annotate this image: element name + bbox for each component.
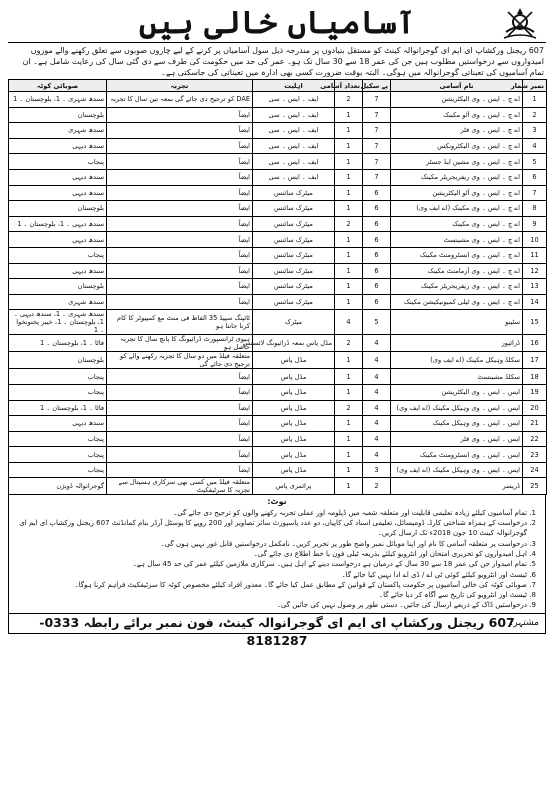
note-item: 1. تمام آسامیوں کیلئے زیادہ تعلیمی قابلیت اور متعلقہ شعبہ میں ڈپلومہ اور عملی تجربہ رکھنے والوں کو ترجیح دی جائے گی۔ (13, 508, 527, 518)
cell-qualification: ایف ۔ ایس ۔ سی (253, 169, 335, 185)
cell-qualification: مڈل پاس (253, 462, 335, 478)
table-row (9, 92, 547, 108)
cell-post: اے چ ۔ ایس ۔ وی مشین ایڈ جسٹر (391, 154, 523, 170)
cell-quota: پنجاب (9, 447, 107, 463)
cell-post: اے چ ۔ ایس ۔ وی انسٹرومنٹ مکینک (391, 247, 523, 263)
note-item: 6. ٹیسٹ اور انٹرویو کیلئے کوئی ٹی اے / ڈی اے ادا نہیں کیا جائے گا۔ (13, 570, 527, 580)
table-row (9, 447, 547, 463)
cell-qualification: میٹرک سائنس (253, 247, 335, 263)
cell-scale: 4 (363, 335, 391, 352)
cell-post: سکلڈ مشینسٹ (391, 369, 523, 385)
cell-post: اے چ ۔ ایس ۔ وی مکینک (391, 216, 523, 232)
cell-scale: 6 (363, 232, 391, 248)
cell-sno: 15 (523, 310, 547, 335)
cell-qualification: مڈل پاس (253, 431, 335, 447)
header-post: نام آسامی (391, 80, 523, 92)
table-row (9, 107, 547, 123)
cell-sno: 2 (523, 107, 547, 123)
table-row (9, 169, 547, 185)
cell-qualification: میٹرک (253, 310, 335, 335)
cell-experience: ایضاً (107, 107, 253, 123)
cell-experience: ایضاً (107, 247, 253, 263)
cell-count: 1 (335, 478, 363, 495)
cell-count: 1 (335, 384, 363, 400)
vacancies-table (8, 79, 547, 495)
cell-sno: 18 (523, 369, 547, 385)
cell-qualification: مڈل پاس (253, 400, 335, 416)
cell-qualification: مڈل پاس (253, 369, 335, 385)
cell-qualification: ایف ۔ ایس ۔ سی (253, 92, 335, 108)
cell-scale: 7 (363, 154, 391, 170)
table-row (9, 232, 547, 248)
cell-post: اے چ ۔ ایس ۔ وی الیکٹرونکس (391, 138, 523, 154)
cell-experience: ایضاً (107, 216, 253, 232)
cell-experience: ایضاً (107, 416, 253, 432)
cell-scale: 6 (363, 247, 391, 263)
cell-qualification: ایف ۔ ایس ۔ سی (253, 123, 335, 139)
table-row (9, 216, 547, 232)
cell-quota: سندھ دیہی (9, 232, 107, 248)
cell-quota: بلوچستان (9, 279, 107, 295)
cell-experience: ایضاً (107, 431, 253, 447)
cell-quota: پنجاب (9, 369, 107, 385)
cell-scale: 6 (363, 201, 391, 217)
note-item: 2. درخواست کے ہمراہ شناختی کارڈ، ڈومیسائل، تعلیمی اسناد کی کاپیاں، دو عدد پاسپورٹ سائز تصاویر اور 200 روپے کا پوسٹل آرڈر بنام کمانڈنٹ 607 ریجنل ورکشاپ ای ایم ای گوجرانوالہ کینٹ 10 جون 2018ء تک ارسال کریں۔ (13, 518, 527, 539)
cell-post: سکلڈ وہیکل مکینک (اے ایف وی) (391, 352, 523, 369)
footer-text: 607 ریجنل ورکشاپ ای ایم ای گوجرانوالہ کینٹ، فون نمبر برائے رابطہ 0333-8181287 (39, 614, 515, 648)
cell-experience: ایضاً (107, 201, 253, 217)
cell-sno: 4 (523, 138, 547, 154)
cell-sno: 1 (523, 92, 547, 108)
cell-post: ایس ۔ ایس ۔ وی فٹر (391, 431, 523, 447)
table-row (9, 279, 547, 295)
cell-count: 1 (335, 138, 363, 154)
notes-heading: نوٹ: (267, 497, 287, 507)
table-row (9, 384, 547, 400)
cell-count: 1 (335, 263, 363, 279)
cell-sno: 22 (523, 431, 547, 447)
cell-count: 2 (335, 335, 363, 352)
cell-sno: 20 (523, 400, 547, 416)
cell-scale: 7 (363, 123, 391, 139)
table-row (9, 478, 547, 495)
table-row (9, 263, 547, 279)
cell-qualification: میٹرک سائنس (253, 216, 335, 232)
table-row (9, 369, 547, 385)
cell-experience: ایضاً (107, 138, 253, 154)
cell-scale: 7 (363, 169, 391, 185)
cell-quota: سندھ شہری (9, 294, 107, 310)
cell-count: 2 (335, 400, 363, 416)
cell-sno: 21 (523, 416, 547, 432)
cell-quota: سندھ دیہی (9, 416, 107, 432)
cell-quota: سندھ شہری ۔ 1، بلوچستان ۔ 1 (9, 92, 107, 108)
cell-scale: 6 (363, 216, 391, 232)
cell-scale: 6 (363, 263, 391, 279)
cell-post: اے چ ۔ ایس ۔ وی مشینسٹ (391, 232, 523, 248)
table-row (9, 294, 547, 310)
cell-experience: ایضاً (107, 279, 253, 295)
header-scale: پے سکیل (363, 80, 391, 92)
cell-post: سٹینو (391, 310, 523, 335)
table-row (9, 352, 547, 369)
header (8, 4, 546, 42)
cell-qualification: مڈل پاس بمعہ ڈرائیونگ لائسنس (253, 335, 335, 352)
cell-scale: 6 (363, 294, 391, 310)
cell-experience: ایضاً (107, 462, 253, 478)
note-item: 3. درخواست پر متعلقہ آسامی کا نام اور اپنا موبائل نمبر واضح طور پر تحریر کریں۔ نامکمل درخواستیں قابل غور نہیں ہوں گی۔ (13, 539, 527, 549)
cell-qualification: مڈل پاس (253, 352, 335, 369)
cell-quota: سندھ دیہی (9, 138, 107, 154)
cell-count: 1 (335, 416, 363, 432)
cell-experience: ایضاً (107, 232, 253, 248)
cell-quota: پنجاب (9, 247, 107, 263)
cell-sno: 6 (523, 169, 547, 185)
table-row (9, 416, 547, 432)
footer-contact (8, 614, 546, 648)
cell-quota: بلوچستان (9, 107, 107, 123)
cell-count: 1 (335, 232, 363, 248)
notes-list (13, 508, 541, 611)
cell-quota: فاٹا ۔ 1، بلوچستان ۔ 1 (9, 400, 107, 416)
cell-post: اے چ ۔ ایس ۔ وی آرمامنٹ مکینک (391, 263, 523, 279)
cell-scale: 4 (363, 352, 391, 369)
cell-post: ڈرائیور (391, 335, 523, 352)
table-row (9, 247, 547, 263)
cell-scale: 4 (363, 447, 391, 463)
cell-sno: 9 (523, 216, 547, 232)
cell-qualification: ایف ۔ ایس ۔ سی (253, 154, 335, 170)
cell-count: 1 (335, 352, 363, 369)
cell-scale: 4 (363, 431, 391, 447)
cell-qualification: میٹرک سائنس (253, 201, 335, 217)
cell-qualification: مڈل پاس (253, 447, 335, 463)
cell-scale: 6 (363, 185, 391, 201)
cell-qualification: مڈل پاس (253, 416, 335, 432)
table-row (9, 154, 547, 170)
cell-qualification: میٹرک سائنس (253, 279, 335, 295)
cell-post: اے چ ۔ ایس ۔ وی ٹیلی کمیونیکیشن مکینک (391, 294, 523, 310)
cell-scale: 4 (363, 384, 391, 400)
cell-quota: بلوچستان (9, 352, 107, 369)
table-row (9, 400, 547, 416)
cell-post: اے چ ۔ ایس ۔ وی فٹر (391, 123, 523, 139)
header-experience: تجربہ (107, 80, 253, 92)
cell-count: 1 (335, 107, 363, 123)
cell-post: ڈریسر (391, 478, 523, 495)
cell-post: اے چ ۔ ایس ۔ وی آٹو مکینک (391, 107, 523, 123)
cell-post: ایس ۔ ایس ۔ وی وہیکل مکینک (391, 416, 523, 432)
cell-sno: 24 (523, 462, 547, 478)
cell-sno: 19 (523, 384, 547, 400)
cell-post: اے چ ۔ ایس ۔ وی ریفریجریٹر مکینک (391, 169, 523, 185)
page-title: آسامیاں خالی ہیں (139, 5, 415, 41)
cell-post: اے چ ۔ ایس ۔ وی ریفریجریٹر مکینک (391, 279, 523, 295)
header-quota: صوبائی کوٹہ (9, 80, 107, 92)
cell-count: 2 (335, 92, 363, 108)
intro-paragraph: 607 ریجنل ورکشاپ ای ایم ای گوجرانوالہ کینٹ کو مستقل بنیادوں پر مندرجہ ذیل سول آسامیاں پر کرنے کے لیے چاروں صوبوں سے تعلق رکھنے والے موزوں امیدواروں سے درخواستیں مطلوب ہیں جن کی عمر 18 سے 30 سال تک ہو۔ عمر کی حد میں حکومت کی طرف سے دی گئی سال کی رعایت شامل ہے۔ ان تمام آسامیوں کی تعیناتی گوجرانوالہ میں ہوگی۔ البتہ بوقت ضرورت کسی بھی ادارہ میں تعیناتی کی جاسکتی ہے۔ (8, 42, 546, 79)
cell-experience: ہیوی ٹرانسپورٹ ڈرائیونگ کا پانچ سال کا تجربہ حاصل ہو (107, 335, 253, 352)
cell-experience: ایضاً (107, 154, 253, 170)
notes-section (8, 495, 546, 613)
cell-qualification: ایف ۔ ایس ۔ سی (253, 107, 335, 123)
cell-sno: 5 (523, 154, 547, 170)
note-item: 5. تمام امیدوار جن کی عمر 18 سے 30 سال کے درمیان ہے درخواست دینے کے اہل ہیں۔ سرکاری ملازمین کیلئے عمر کی حد 45 سال ہے۔ (13, 559, 527, 569)
table-row (9, 462, 547, 478)
cell-experience: متعلقہ فیلڈ میں دو سال کا تجربہ رکھنے والے کو ترجیح دی جائے گی (107, 352, 253, 369)
cell-experience: ایضاً (107, 294, 253, 310)
cell-count: 1 (335, 185, 363, 201)
cell-experience: ایضاً (107, 384, 253, 400)
table-row (9, 431, 547, 447)
cell-scale: 5 (363, 310, 391, 335)
cell-sno: 25 (523, 478, 547, 495)
cell-quota: سندھ شہری ۔ 1، سندھ دیہی ۔ 1، بلوچستان ۔ 1، خیبر پختونخوا ۔ 1 (9, 310, 107, 335)
cell-sno: 12 (523, 263, 547, 279)
table-row (9, 185, 547, 201)
cell-scale: 3 (363, 462, 391, 478)
cell-post: اے چ ۔ ایس ۔ وی الیکٹریشن (391, 92, 523, 108)
cell-quota: فاٹا ۔ 1، بلوچستان ۔ 1 (9, 335, 107, 352)
cell-post: ایس ۔ ایس ۔ وی انسٹرومنٹ مکینک (391, 447, 523, 463)
cell-qualification: مڈل پاس (253, 384, 335, 400)
note-item: 7. صوبائی کوٹہ کی خالی آسامیوں پر حکومت پاکستان کے قوانین کے مطابق عمل کیا جائے گا۔ معذور افراد کیلئے مخصوص کوٹہ کا سرٹیفکیٹ فراہم کرنا ہوگا۔ (13, 580, 527, 590)
cell-experience: متعلقہ فیلڈ میں کسی بھی سرکاری ہسپتال سے تجربہ کا سرٹیفکیٹ (107, 478, 253, 495)
cell-quota: گوجرانوالہ ڈویژن (9, 478, 107, 495)
cell-post: اے چ ۔ ایس ۔ وی مکینک (اے ایف وی) (391, 201, 523, 217)
header-sno: نمبر شمار (523, 80, 547, 92)
cell-quota: بلوچستان (9, 201, 107, 217)
cell-sno: 17 (523, 352, 547, 369)
cell-scale: 7 (363, 107, 391, 123)
cell-scale: 2 (363, 478, 391, 495)
table-row (9, 123, 547, 139)
header-count: تعداد آسامی (335, 80, 363, 92)
cell-count: 1 (335, 447, 363, 463)
cell-qualification: ایف ۔ ایس ۔ سی (253, 138, 335, 154)
cell-scale: 7 (363, 138, 391, 154)
cell-experience: ایضاً (107, 169, 253, 185)
table-row (9, 138, 547, 154)
cell-post: ایس ۔ ایس ۔ وی الیکٹریشن (391, 384, 523, 400)
cell-sno: 16 (523, 335, 547, 352)
cell-quota: سندھ دیہی (9, 263, 107, 279)
note-item: 4. اہل امیدواروں کو تحریری امتحان اور انٹرویو کیلئے بذریعہ ٹیلی فون یا خط اطلاع دی جائے گی۔ (13, 549, 527, 559)
cell-quota: سندھ شہری (9, 123, 107, 139)
cell-count: 4 (335, 310, 363, 335)
cell-post: اے چ ۔ ایس ۔ وی آٹو الیکٹریشن (391, 185, 523, 201)
table-body (9, 92, 547, 495)
cell-count: 1 (335, 154, 363, 170)
cell-sno: 13 (523, 279, 547, 295)
cell-experience: ٹائپنگ سپیڈ 35 الفاظ فی منٹ مع کمپیوٹر کا کام کرنا جانتا ہو (107, 310, 253, 335)
header-qualification: اہلیت (253, 80, 335, 92)
cell-sno: 8 (523, 201, 547, 217)
table-row (9, 335, 547, 352)
cell-scale: 6 (363, 279, 391, 295)
cell-experience: ایضاً (107, 185, 253, 201)
table-header-row (9, 80, 547, 92)
cell-count: 1 (335, 169, 363, 185)
note-item: 9. درخواستیں ڈاک کے ذریعے ارسال کی جائیں۔ دستی طور پر وصول نہیں کی جائیں گی۔ (13, 600, 527, 610)
army-emblem-icon (500, 6, 540, 40)
cell-count: 1 (335, 369, 363, 385)
table-row (9, 310, 547, 335)
note-item: 8. ٹیسٹ اور انٹرویو کی تاریخ سے آگاہ کر دیا جائے گا۔ (13, 590, 527, 600)
cell-count: 1 (335, 462, 363, 478)
cell-sno: 10 (523, 232, 547, 248)
cell-experience: ایضاً (107, 447, 253, 463)
cell-quota: سندھ دیہی (9, 185, 107, 201)
cell-qualification: میٹرک سائنس (253, 263, 335, 279)
table-row (9, 201, 547, 217)
cell-qualification: پرائمری پاس (253, 478, 335, 495)
cell-scale: 4 (363, 416, 391, 432)
cell-scale: 4 (363, 400, 391, 416)
cell-count: 2 (335, 216, 363, 232)
cell-count: 1 (335, 294, 363, 310)
footer-label: مشتہر: (510, 617, 539, 628)
cell-scale: 7 (363, 92, 391, 108)
cell-experience: ایضاً (107, 400, 253, 416)
cell-scale: 4 (363, 369, 391, 385)
cell-quota: پنجاب (9, 462, 107, 478)
cell-experience: ایضاً (107, 369, 253, 385)
cell-post: ایس ۔ ایس ۔ وی وہیکل مکینک (اے ایف وی) (391, 462, 523, 478)
cell-qualification: میٹرک سائنس (253, 232, 335, 248)
cell-quota: پنجاب (9, 431, 107, 447)
cell-count: 1 (335, 247, 363, 263)
cell-sno: 3 (523, 123, 547, 139)
cell-sno: 11 (523, 247, 547, 263)
cell-experience: ایضاً (107, 263, 253, 279)
cell-count: 1 (335, 279, 363, 295)
cell-experience: DAE کو ترجیح دی جائے گی بمعہ تین سال کا تجربہ (107, 92, 253, 108)
cell-quota: پنجاب (9, 384, 107, 400)
cell-count: 1 (335, 201, 363, 217)
cell-quota: سندھ دیہی (9, 169, 107, 185)
cell-experience: ایضاً (107, 123, 253, 139)
cell-quota: پنجاب (9, 154, 107, 170)
cell-quota: سندھ دیہی ۔ 1، بلوچستان ۔ 1 (9, 216, 107, 232)
cell-sno: 23 (523, 447, 547, 463)
cell-sno: 14 (523, 294, 547, 310)
cell-qualification: میٹرک سائنس (253, 294, 335, 310)
cell-qualification: میٹرک سائنس (253, 185, 335, 201)
cell-count: 1 (335, 431, 363, 447)
cell-sno: 7 (523, 185, 547, 201)
cell-count: 1 (335, 123, 363, 139)
cell-post: ایس ۔ ایس ۔ وی وہیکل مکینک (اے ایف وی) (391, 400, 523, 416)
